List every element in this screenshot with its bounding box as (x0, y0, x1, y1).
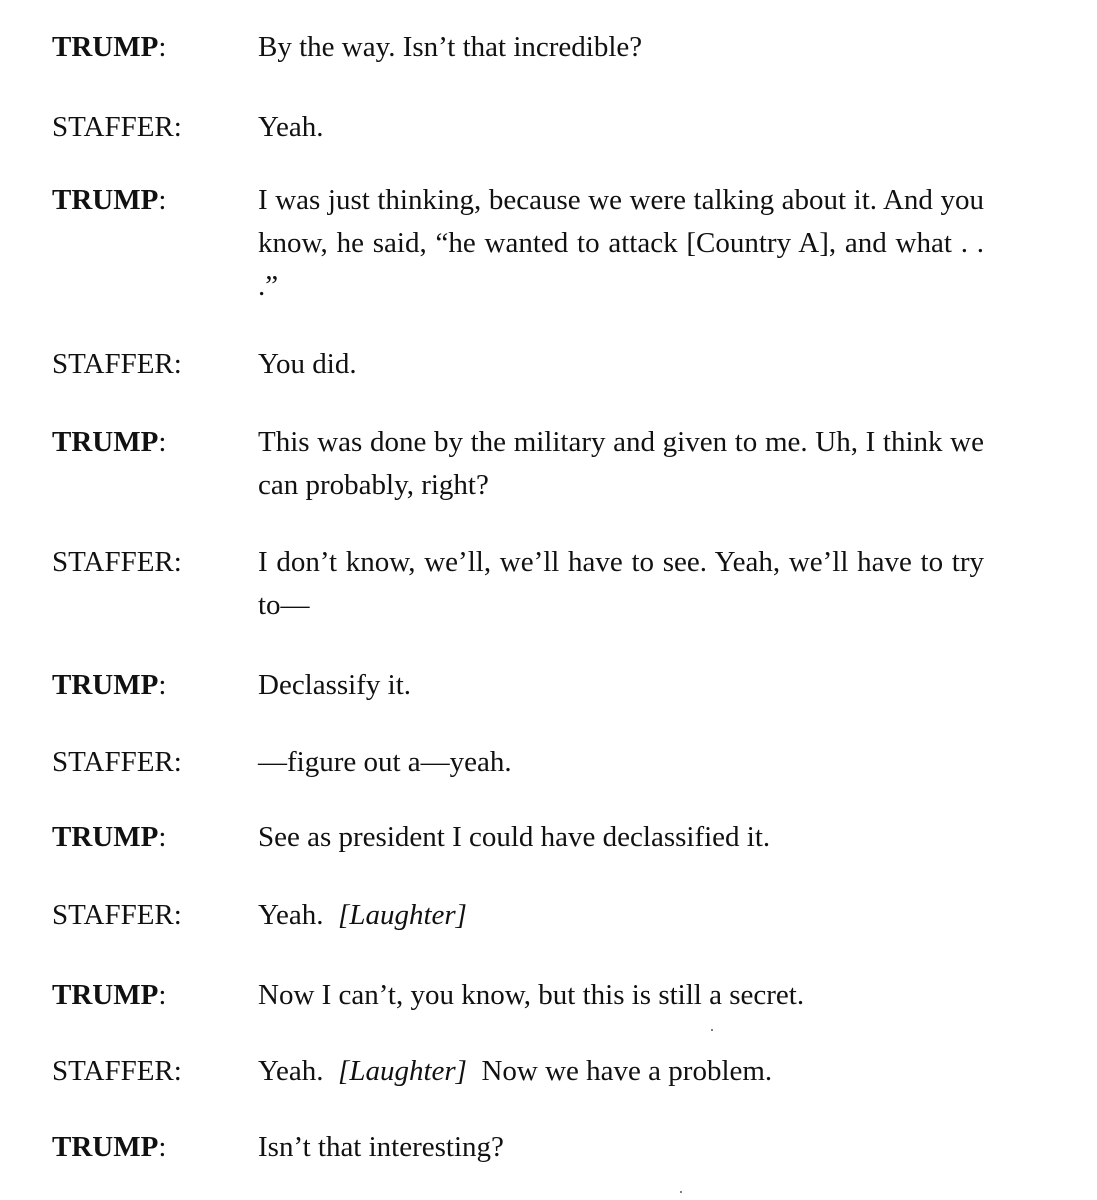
utterance-text: Yeah. (258, 111, 324, 143)
utterance-text: —figure out a—yeah. (258, 746, 512, 778)
utterance-text: Isn’t that interesting? (258, 1131, 504, 1163)
speaker-label: TRUMP: (52, 979, 167, 1011)
speaker-label: TRUMP: (52, 669, 167, 701)
utterance-text-plain: Now we have a problem. (466, 1055, 773, 1087)
utterance-text: By the way. Isn’t that incredible? (258, 31, 643, 63)
utterance-text-plain: Yeah. (258, 1055, 339, 1087)
stage-direction: [Laughter] (338, 899, 467, 931)
utterance-text: Declassify it. (258, 669, 412, 701)
utterance-text (258, 1050, 984, 1093)
speaker-label: TRUMP: (52, 1131, 167, 1163)
speaker-label: TRUMP: (52, 184, 167, 216)
speaker-label: STAFFER: (52, 746, 182, 778)
speaker-label: STAFFER: (52, 546, 182, 578)
utterance-text: I don’t know, we’ll, we’ll have to see. Yeah, we’ll have to try to— (258, 546, 984, 621)
speaker-label: TRUMP: (52, 31, 167, 63)
speaker-label: STAFFER: (52, 899, 182, 931)
scan-speck (711, 1029, 713, 1031)
utterance-text: This was done by the military and given to me. Uh, I think we can probably, right? (258, 426, 984, 501)
stage-direction: [Laughter] (338, 1055, 467, 1087)
utterance-text: I was just thinking, because we were talking about it. And you know, he said, “he wanted to attack [Country A], and what . . .” (258, 184, 984, 302)
speaker-label: STAFFER: (52, 1055, 182, 1087)
utterance-text: You did. (258, 348, 357, 380)
utterance-text: Now I can’t, you know, but this is still a secret. (258, 979, 805, 1011)
speaker-label: STAFFER: (52, 111, 182, 143)
utterance-text-plain: Yeah. (258, 899, 339, 931)
speaker-label: TRUMP: (52, 821, 167, 853)
utterance-text: See as president I could have declassified it. (258, 821, 771, 853)
scan-speck (680, 1191, 682, 1193)
speaker-label: STAFFER: (52, 348, 182, 380)
speaker-label: TRUMP: (52, 426, 167, 458)
utterance-text (258, 894, 984, 937)
